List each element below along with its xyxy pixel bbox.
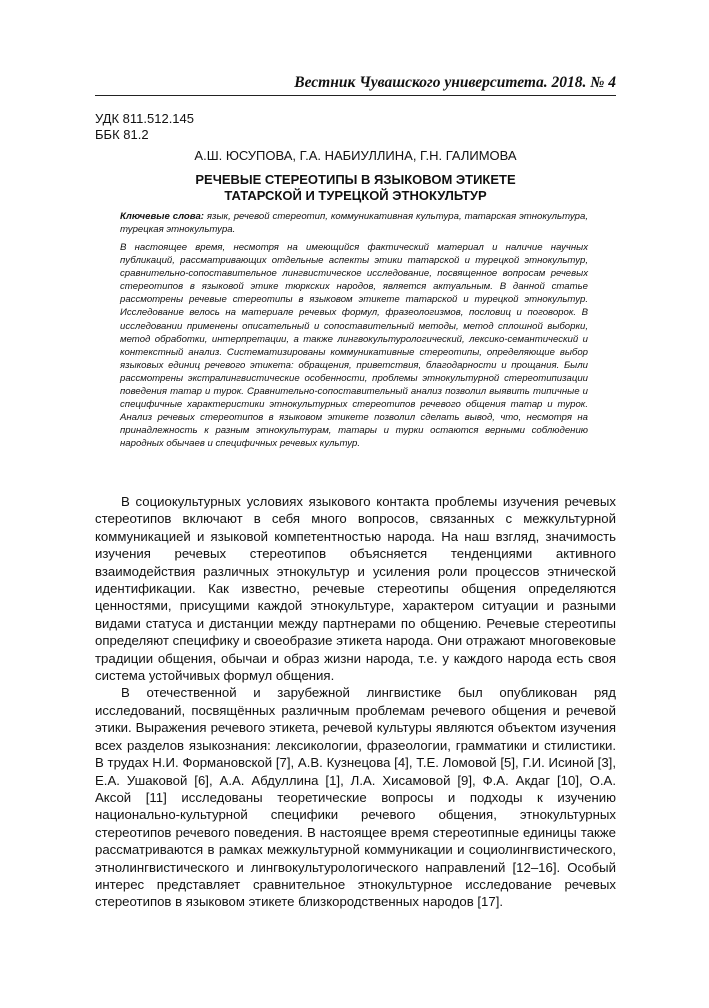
article-body xyxy=(95,493,616,911)
body-paragraph-2: В отечественной и зарубежной лингвистике был опубликован ряд исследований, посвящённых различным проблемам речевого общения и речевой этики. Выражения речевого этикета, речевой культуры являются объектом изучения всех разделов языкознания: лексикологии, фразеологии, грамматики и стилистики. В трудах Н.И. Формановской [7], А.В. Кузнецова [4], Т.Е. Ломовой [5], Г.И. Исиной [3], Е.А. Ушаковой [6], А.А. Абдуллина [1], Л.А. Хисамовой [9], Ф.А. Акдаг [10], О.А. Аксой [11] исследованы теоретические вопросы и подходы к изучению национально-культурной специфики речевого общения, этнокультурных стереотипов речевого поведения. В настоящее время стереотипные единицы также рассматриваются в рамках межкультурной коммуникации и социолингвистического, этнолингвистического и лингвокультурологического направлений [12–16]. Особый интерес представляет сравнительное этнокультурное исследование речевых стереотипов в языковом этикете близкородственных народов [17]. xyxy=(95,685,616,910)
body-paragraph-1: В социокультурных условиях языкового контакта проблемы изучения речевых стереотипов включают в себя много вопросов, связанных с межкультурной коммуникацией и языковой компетентностью народа. На наш взгляд, значимость изучения речевых стереотипов объясняется тенденциями активного взаимодействия различных этнокультур и усиления роли процессов этнической идентификации. Как известно, речевые стереотипы общения определяются ценностями, присущими каждой этнокультуре, характером ситуации и разными видами статуса и дистанции между партнерами по общению. Речевые стереотипы определяют специфику и своеобразие этикета народа. Они отражают многовековые традиции общения, обычаи и образ жизни народа, т.е. у каждого народа есть своя система устойчивых формул общения. xyxy=(95,494,616,684)
header-divider xyxy=(95,95,616,96)
classification-codes xyxy=(95,111,194,143)
title-line-2: ТАТАРСКОЙ И ТУРЕЦКОЙ ЭТНОКУЛЬТУР xyxy=(224,187,487,203)
abstract: В настоящее время, несмотря на имеющийся фактический материал и наличие научных публикаций, рассматривающих отдельные аспекты этики татарской и турецкой этнокультур, сравнительно-сопоставительное лингвистическое исследование, посвященное вопросам речевых стереотипов в языковой этике тюркских народов, является актуальным. В данной статье рассмотрены речевые стереотипы в языковом этикете татарской и турецкой этнокультур. Исследование велось на материале речевых формул, фразеологизмов, пословиц и поговорок. В исследовании применены описательный и сопоставительный методы, метод сплошной выборки, метод обработки, интерпретации, а также лингвокультурологический, лексико-семантический и контекстный анализ. Систематизированы коммуникативные стереотипы, определяющие выбор языковых единиц речевого этикета: обращения, приветствия, благодарности и прощания. Были рассмотрены экстралингвистические особенности, проблемы этнокультурной стереотипизации поведения татар и турок. Сравнительно-сопоставительный анализ позволил выявить типичные и специфичные характеристики этнокультурных стереотипов речевого общения татар и турок. Анализ речевых стереотипов в языковом этикете позволил сделать вывод, что, несмотря на принадлежность к разным этнокультурам, татары и турки остаются верными соблюдению народных обычаев и специфичных речевых культур. xyxy=(120,242,588,450)
keywords-label: Ключевые слова: xyxy=(120,211,204,222)
article-title xyxy=(95,172,616,203)
keywords xyxy=(120,210,588,236)
title-line-1: РЕЧЕВЫЕ СТЕРЕОТИПЫ В ЯЗЫКОВОМ ЭТИКЕТЕ xyxy=(195,172,516,187)
bbk-code: ББК 81.2 xyxy=(95,127,149,142)
udk-code: УДК 811.512.145 xyxy=(95,111,194,126)
authors: А.Ш. ЮСУПОВА, Г.А. НАБИУЛЛИНА, Г.Н. ГАЛИМОВА xyxy=(194,148,517,163)
journal-header: Вестник Чувашского университета. 2018. № 4 xyxy=(294,74,616,91)
keywords-text: язык, речевой стереотип, коммуникативная культура, татарская этнокультура, турецкая этнокультура. xyxy=(120,211,588,236)
